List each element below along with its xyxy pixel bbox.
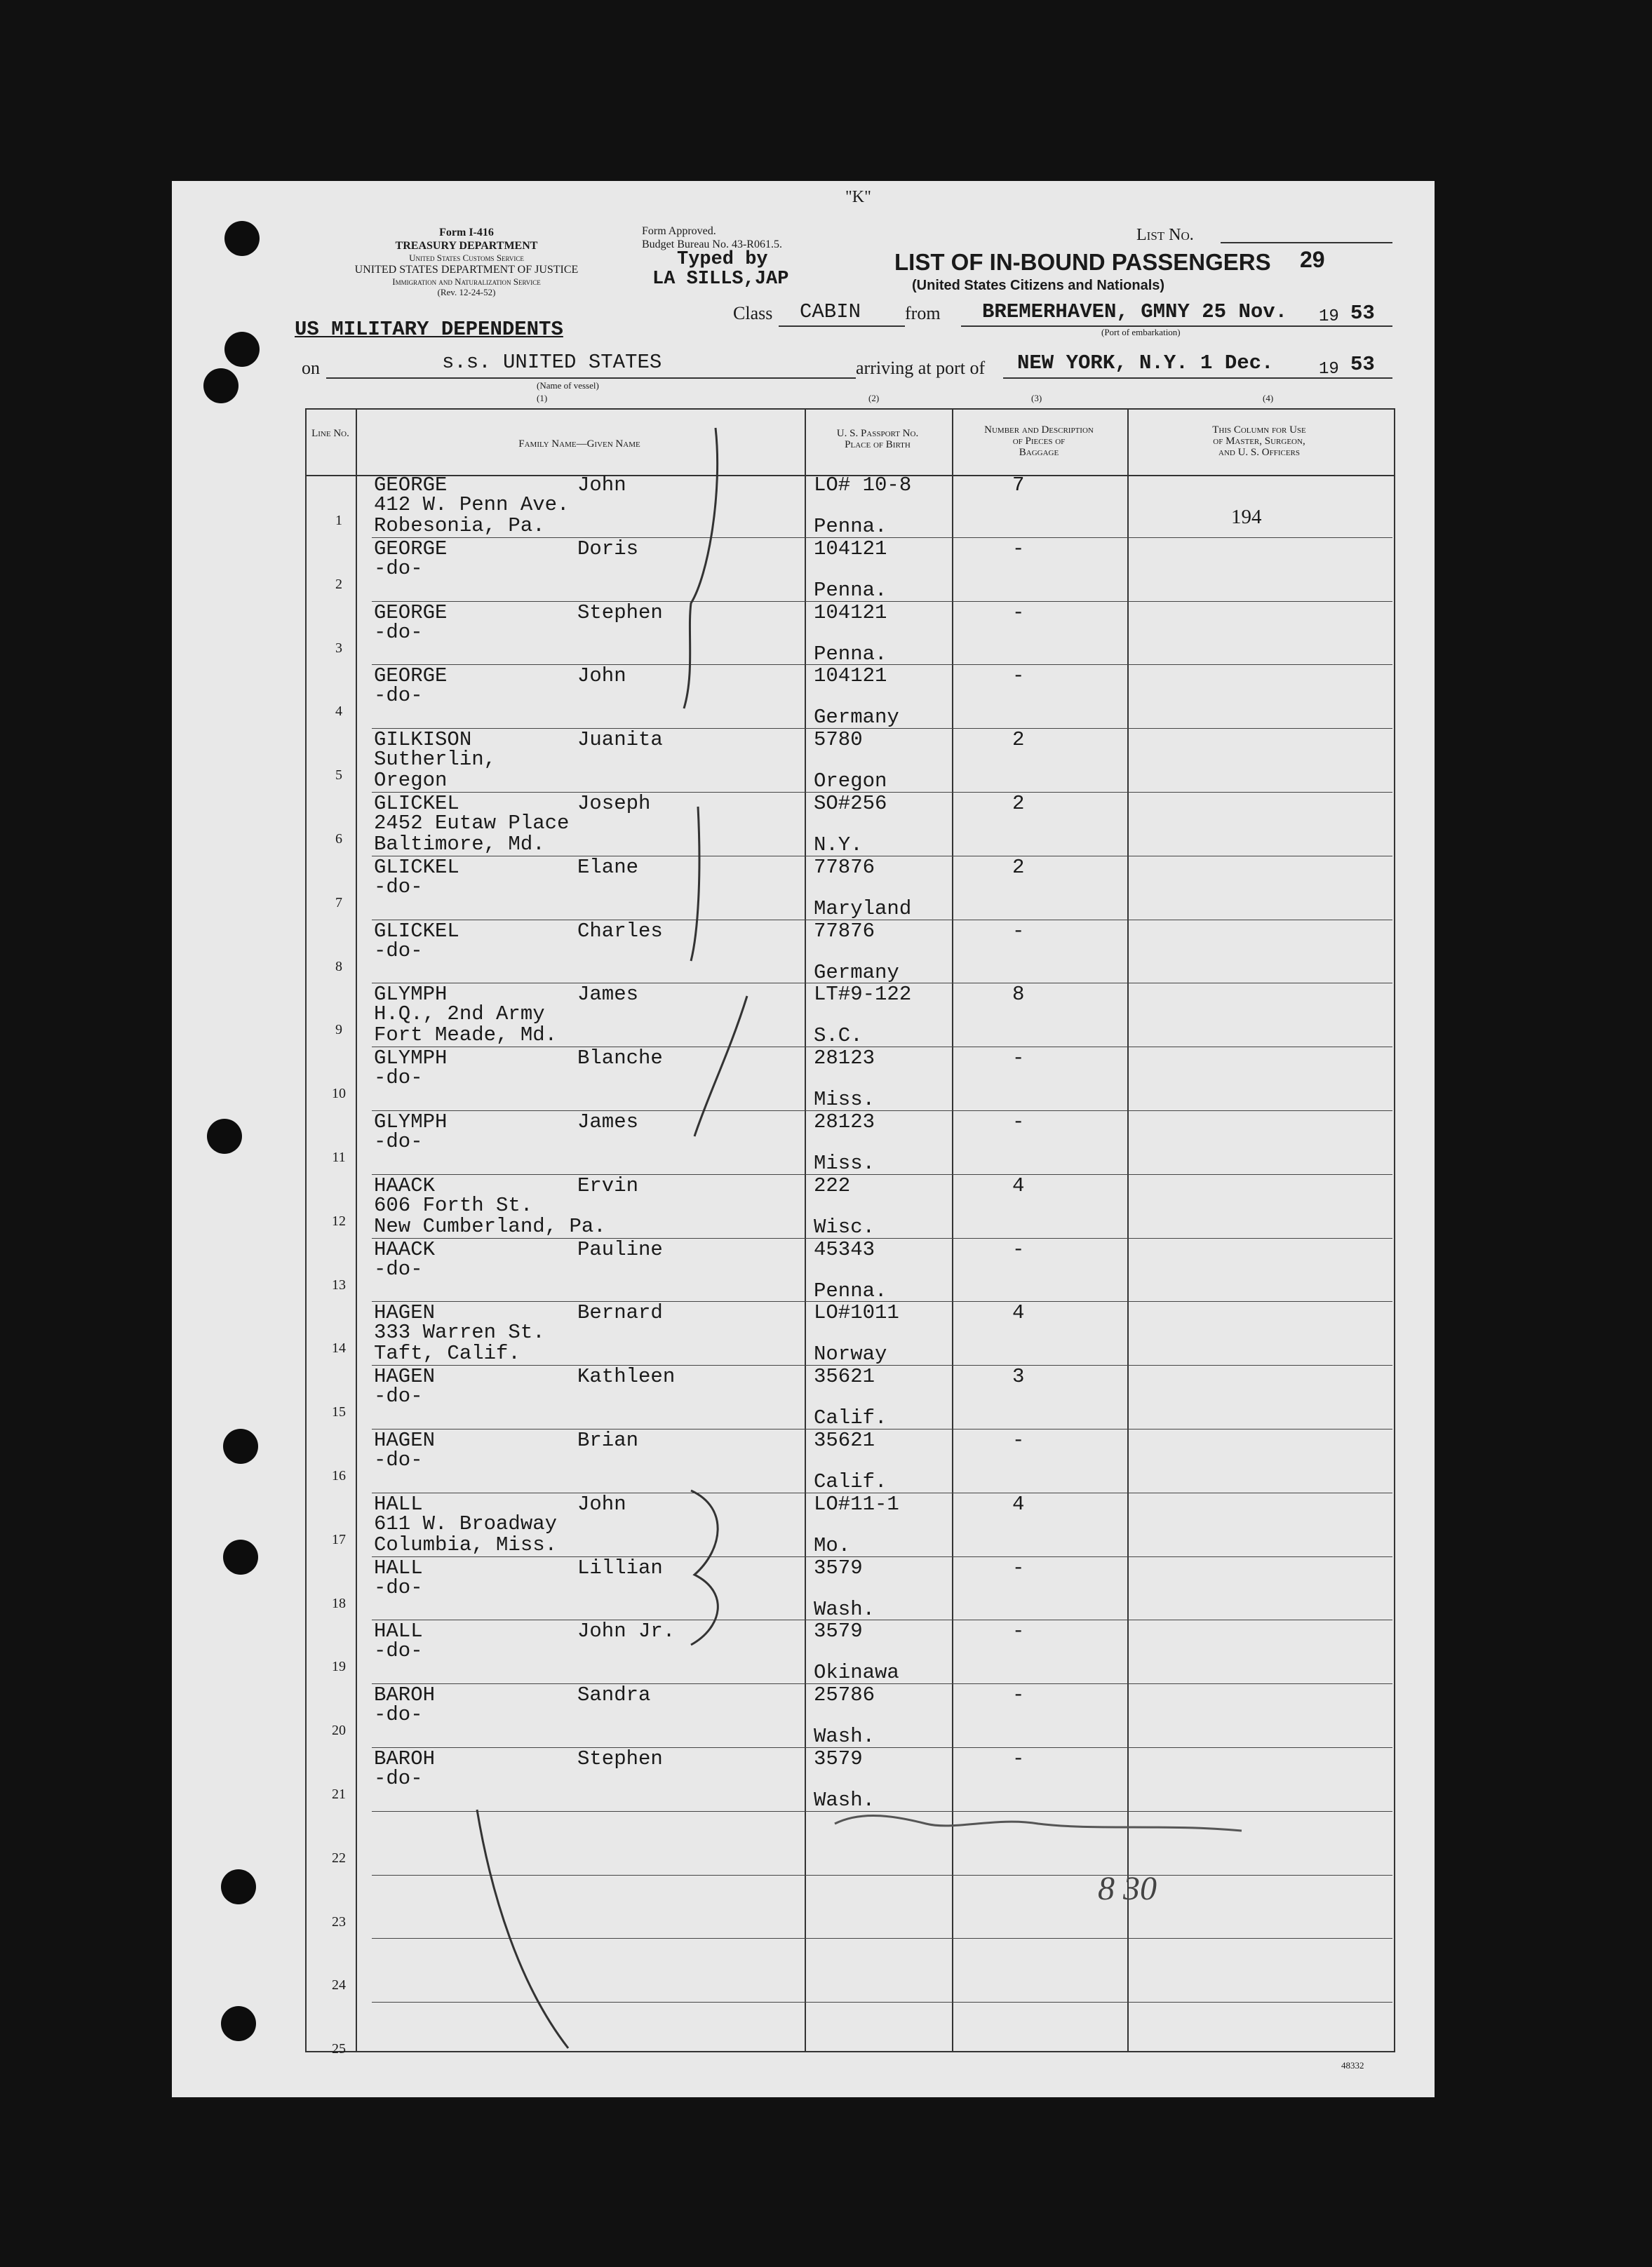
baggage-count: - bbox=[1012, 600, 1025, 624]
page-subtitle: (United States Citizens and Nationals) bbox=[912, 278, 1165, 293]
passenger-family-name: GEORGE bbox=[374, 473, 448, 497]
place-of-birth: Penna. bbox=[814, 1279, 887, 1303]
passenger-given-name: Ervin bbox=[577, 1173, 639, 1197]
baggage-count: - bbox=[1012, 1747, 1025, 1770]
from-value: BREMERHAVEN, GMNY 25 Nov. bbox=[982, 300, 1288, 323]
passenger-address: -do- bbox=[374, 1130, 423, 1153]
col-num-2: (2) bbox=[868, 393, 880, 403]
place-of-birth: Maryland bbox=[814, 896, 912, 920]
baggage-count: - bbox=[1012, 1683, 1025, 1707]
passport-number: LT#9-122 bbox=[814, 983, 912, 1007]
line-number: 12 bbox=[332, 1213, 346, 1229]
line-number: 10 bbox=[332, 1086, 346, 1102]
passenger-address: -do- bbox=[374, 684, 423, 708]
place-of-birth: Calif. bbox=[814, 1406, 887, 1430]
passport-number: 5780 bbox=[814, 728, 863, 752]
line-number: 15 bbox=[332, 1404, 346, 1420]
col-header-officers-1: This Column for Use bbox=[1212, 424, 1306, 436]
baggage-count: - bbox=[1012, 1047, 1025, 1070]
col-num-1: (1) bbox=[537, 393, 548, 403]
place-of-birth: Germany bbox=[814, 706, 899, 729]
place-of-birth: N.Y. bbox=[814, 833, 863, 856]
typed-by: Typed by bbox=[677, 249, 768, 270]
passenger-given-name: Charles bbox=[577, 919, 663, 943]
passenger-family-name: GEORGE bbox=[374, 537, 448, 560]
passenger-family-name: GEORGE bbox=[374, 600, 448, 624]
from-label: from bbox=[905, 303, 941, 323]
treasury-label: TREASURY DEPARTMENT bbox=[395, 240, 538, 252]
passenger-given-name: Bernard bbox=[577, 1301, 663, 1325]
place-of-birth: Oregon bbox=[814, 769, 887, 793]
passenger-family-name: GLYMPH bbox=[374, 1047, 448, 1070]
passport-number: 77876 bbox=[814, 919, 875, 943]
place-of-birth: Okinawa bbox=[814, 1661, 899, 1685]
year-2: 53 bbox=[1350, 353, 1375, 376]
passenger-given-name: Kathleen bbox=[577, 1365, 676, 1389]
passenger-address: Sutherlin, Oregon bbox=[374, 748, 497, 793]
vessel-name: s.s. UNITED STATES bbox=[442, 351, 662, 374]
place-of-birth: Wisc. bbox=[814, 1215, 875, 1239]
passenger-address: 412 W. Penn Ave. Robesonia, Pa. bbox=[374, 493, 570, 537]
line-number: 3 bbox=[335, 640, 342, 656]
passenger-family-name: GLYMPH bbox=[374, 983, 448, 1007]
col-header-name: Family Name—Given Name bbox=[518, 438, 640, 450]
passenger-address: -do- bbox=[374, 1767, 423, 1790]
arriving-label: arriving at port of bbox=[856, 358, 986, 378]
baggage-count: - bbox=[1012, 1429, 1025, 1452]
place-of-birth: S.C. bbox=[814, 1024, 863, 1048]
passenger-address: -do- bbox=[374, 875, 423, 899]
passenger-address: -do- bbox=[374, 1066, 423, 1090]
form-code: 48332 bbox=[1341, 2060, 1364, 2071]
list-no-label: List No. bbox=[1136, 226, 1194, 244]
place-of-birth: Penna. bbox=[814, 642, 887, 666]
line-number: 1 bbox=[335, 513, 342, 528]
justice-label: UNITED STATES DEPARTMENT OF JUSTICE bbox=[354, 264, 579, 276]
baggage-count: 7 bbox=[1012, 473, 1025, 497]
passport-number: LO# 10-8 bbox=[814, 473, 912, 497]
passenger-family-name: GLYMPH bbox=[374, 1110, 448, 1134]
k-mark: "K" bbox=[845, 188, 871, 206]
passport-number: 28123 bbox=[814, 1047, 875, 1070]
line-number: 16 bbox=[332, 1468, 346, 1484]
passenger-given-name: Lillian bbox=[577, 1556, 663, 1580]
baggage-count: 4 bbox=[1012, 1173, 1025, 1197]
passport-number: 104121 bbox=[814, 600, 887, 624]
col-header-officers-2: of Master, Surgeon, bbox=[1213, 436, 1305, 447]
officer-note: 194 bbox=[1231, 506, 1262, 528]
passenger-given-name: Pauline bbox=[577, 1237, 663, 1261]
form-number: Form I-416 bbox=[439, 227, 494, 238]
passenger-address: 2452 Eutaw Place Baltimore, Md. bbox=[374, 812, 570, 856]
passport-number: LO#1011 bbox=[814, 1301, 899, 1325]
passenger-family-name: GILKISON bbox=[374, 728, 472, 752]
arriving-value: NEW YORK, N.Y. 1 Dec. bbox=[1017, 351, 1274, 375]
passenger-address: -do- bbox=[374, 1639, 423, 1663]
line-number: 13 bbox=[332, 1277, 346, 1293]
passport-number: 3579 bbox=[814, 1747, 863, 1770]
page-title: LIST OF IN-BOUND PASSENGERS bbox=[894, 249, 1271, 275]
passport-number: 3579 bbox=[814, 1556, 863, 1580]
passenger-address: -do- bbox=[374, 620, 423, 644]
passenger-family-name: HAGEN bbox=[374, 1365, 436, 1389]
place-of-birth: Germany bbox=[814, 960, 899, 984]
place-of-birth: Norway bbox=[814, 1343, 887, 1366]
passenger-given-name: John bbox=[577, 664, 626, 688]
baggage-count: 2 bbox=[1012, 792, 1025, 815]
passenger-address: -do- bbox=[374, 556, 423, 580]
line-number: 4 bbox=[335, 704, 342, 720]
line-number: 23 bbox=[332, 1913, 346, 1930]
passenger-given-name: Blanche bbox=[577, 1047, 663, 1070]
baggage-count: 2 bbox=[1012, 728, 1025, 752]
year-1: 53 bbox=[1350, 302, 1375, 325]
place-of-birth: Wash. bbox=[814, 1597, 875, 1621]
line-number: 18 bbox=[332, 1595, 346, 1611]
line-number: 22 bbox=[332, 1850, 346, 1866]
passenger-address: -do- bbox=[374, 1448, 423, 1472]
col-header-officers-3: and U. S. Officers bbox=[1218, 447, 1300, 458]
passenger-address: -do- bbox=[374, 1703, 423, 1727]
line-number: 20 bbox=[332, 1723, 346, 1739]
line-number: 2 bbox=[335, 576, 342, 592]
class-value: CABIN bbox=[800, 300, 861, 323]
place-of-birth: Penna. bbox=[814, 515, 887, 538]
passport-number: 222 bbox=[814, 1173, 851, 1197]
place-of-birth: Wash. bbox=[814, 1725, 875, 1749]
baggage-count: 2 bbox=[1012, 855, 1025, 879]
handwritten-note: 8 30 bbox=[1098, 1870, 1157, 1907]
line-number: 25 bbox=[332, 2041, 346, 2057]
immigration-label: Immigration and Naturalization Service bbox=[392, 276, 541, 287]
col-header-passport-1: U. S. Passport No. bbox=[836, 428, 919, 439]
col-num-3: (3) bbox=[1031, 393, 1042, 403]
revision-label: (Rev. 12-24-52) bbox=[437, 287, 496, 297]
passport-number: 3579 bbox=[814, 1620, 863, 1643]
line-number: 21 bbox=[332, 1787, 346, 1802]
baggage-count: - bbox=[1012, 1556, 1025, 1580]
passenger-given-name: John bbox=[577, 1492, 626, 1516]
passenger-given-name: Brian bbox=[577, 1429, 639, 1452]
passport-number: 104121 bbox=[814, 664, 887, 688]
passport-number: 35621 bbox=[814, 1429, 875, 1452]
passport-number: 77876 bbox=[814, 855, 875, 879]
passenger-address: 606 Forth St. New Cumberland, Pa. bbox=[374, 1193, 606, 1238]
baggage-count: 4 bbox=[1012, 1301, 1025, 1325]
class-label: Class bbox=[733, 303, 773, 323]
passenger-family-name: HALL bbox=[374, 1620, 423, 1643]
passport-number: 104121 bbox=[814, 537, 887, 560]
passenger-given-name: James bbox=[577, 983, 639, 1007]
passenger-given-name: Sandra bbox=[577, 1683, 651, 1707]
line-number: 9 bbox=[335, 1022, 342, 1038]
passport-number: LO#11-1 bbox=[814, 1492, 899, 1516]
passenger-family-name: BAROH bbox=[374, 1747, 436, 1770]
passenger-address: -do- bbox=[374, 1257, 423, 1281]
passenger-family-name: GLICKEL bbox=[374, 855, 459, 879]
passenger-given-name: Doris bbox=[577, 537, 639, 560]
line-number: 24 bbox=[332, 1977, 346, 1993]
year-prefix-1: 19 bbox=[1319, 307, 1339, 326]
place-of-birth: Mo. bbox=[814, 1533, 851, 1557]
list-number: 29 bbox=[1300, 247, 1325, 272]
port-embark-caption: (Port of embarkation) bbox=[1101, 327, 1181, 337]
passenger-address: 611 W. Broadway Columbia, Miss. bbox=[374, 1512, 558, 1556]
passenger-address: -do- bbox=[374, 1575, 423, 1599]
col-header-baggage-2: of Pieces of bbox=[1012, 436, 1066, 447]
baggage-count: - bbox=[1012, 1237, 1025, 1261]
passport-number: 35621 bbox=[814, 1365, 875, 1389]
passenger-family-name: HALL bbox=[374, 1492, 423, 1516]
baggage-count: - bbox=[1012, 1110, 1025, 1134]
passenger-given-name: John Jr. bbox=[577, 1620, 676, 1643]
passport-number: 45343 bbox=[814, 1237, 875, 1261]
baggage-count: 4 bbox=[1012, 1492, 1025, 1516]
baggage-count: 8 bbox=[1012, 983, 1025, 1007]
customs-label: United States Customs Service bbox=[409, 253, 524, 263]
place-of-birth: Miss. bbox=[814, 1152, 875, 1175]
line-number: 8 bbox=[335, 958, 342, 974]
passport-number: 25786 bbox=[814, 1683, 875, 1707]
line-number: 5 bbox=[335, 767, 342, 783]
passenger-given-name: Elane bbox=[577, 855, 639, 879]
place-of-birth: Calif. bbox=[814, 1470, 887, 1493]
passenger-given-name: John bbox=[577, 473, 626, 497]
passenger-given-name: James bbox=[577, 1110, 639, 1134]
passenger-family-name: GLICKEL bbox=[374, 792, 459, 815]
line-number: 19 bbox=[332, 1659, 346, 1675]
passenger-address: -do- bbox=[374, 1385, 423, 1408]
baggage-count: 3 bbox=[1012, 1365, 1025, 1389]
baggage-count: - bbox=[1012, 537, 1025, 560]
col-header-baggage-3: Baggage bbox=[1019, 447, 1059, 458]
vessel-caption: (Name of vessel) bbox=[537, 380, 599, 391]
passenger-family-name: HAACK bbox=[374, 1237, 436, 1261]
year-prefix-2: 19 bbox=[1319, 360, 1339, 379]
line-number: 11 bbox=[332, 1150, 346, 1165]
place-of-birth: Miss. bbox=[814, 1088, 875, 1112]
budget-bureau: Budget Bureau No. 43-R061.5. bbox=[642, 238, 782, 250]
col-header-baggage-1: Number and Description bbox=[984, 424, 1094, 436]
place-of-birth: Penna. bbox=[814, 578, 887, 602]
passenger-family-name: GEORGE bbox=[374, 664, 448, 688]
col-header-line: Line No. bbox=[311, 428, 349, 439]
line-number: 6 bbox=[335, 831, 342, 847]
passenger-given-name: Juanita bbox=[577, 728, 663, 752]
passenger-family-name: HAGEN bbox=[374, 1301, 436, 1325]
form-approved: Form Approved. bbox=[642, 225, 716, 237]
passenger-address: -do- bbox=[374, 939, 423, 962]
passport-number: SO#256 bbox=[814, 792, 887, 815]
passenger-family-name: HALL bbox=[374, 1556, 423, 1580]
passenger-family-name: HAGEN bbox=[374, 1429, 436, 1452]
line-number: 17 bbox=[332, 1531, 346, 1547]
passenger-family-name: HAACK bbox=[374, 1173, 436, 1197]
passenger-family-name: BAROH bbox=[374, 1683, 436, 1707]
passenger-address: H.Q., 2nd Army Fort Meade, Md. bbox=[374, 1002, 558, 1047]
baggage-count: - bbox=[1012, 919, 1025, 943]
passenger-family-name: GLICKEL bbox=[374, 919, 459, 943]
typist: LA SILLS,JAP bbox=[652, 269, 789, 290]
baggage-count: - bbox=[1012, 1620, 1025, 1643]
passport-number: 28123 bbox=[814, 1110, 875, 1134]
passenger-given-name: Joseph bbox=[577, 792, 651, 815]
line-number: 7 bbox=[335, 894, 342, 910]
passenger-address: 333 Warren St. Taft, Calif. bbox=[374, 1321, 545, 1366]
line-number: 14 bbox=[332, 1340, 346, 1357]
passenger-given-name: Stephen bbox=[577, 600, 663, 624]
group-label: US MILITARY DEPENDENTS bbox=[295, 318, 563, 341]
passenger-given-name: Stephen bbox=[577, 1747, 663, 1770]
on-label: on bbox=[302, 358, 320, 378]
col-header-passport-2: Place of Birth bbox=[845, 439, 911, 450]
col-num-4: (4) bbox=[1263, 393, 1274, 403]
place-of-birth: Wash. bbox=[814, 1789, 875, 1812]
baggage-count: - bbox=[1012, 664, 1025, 688]
